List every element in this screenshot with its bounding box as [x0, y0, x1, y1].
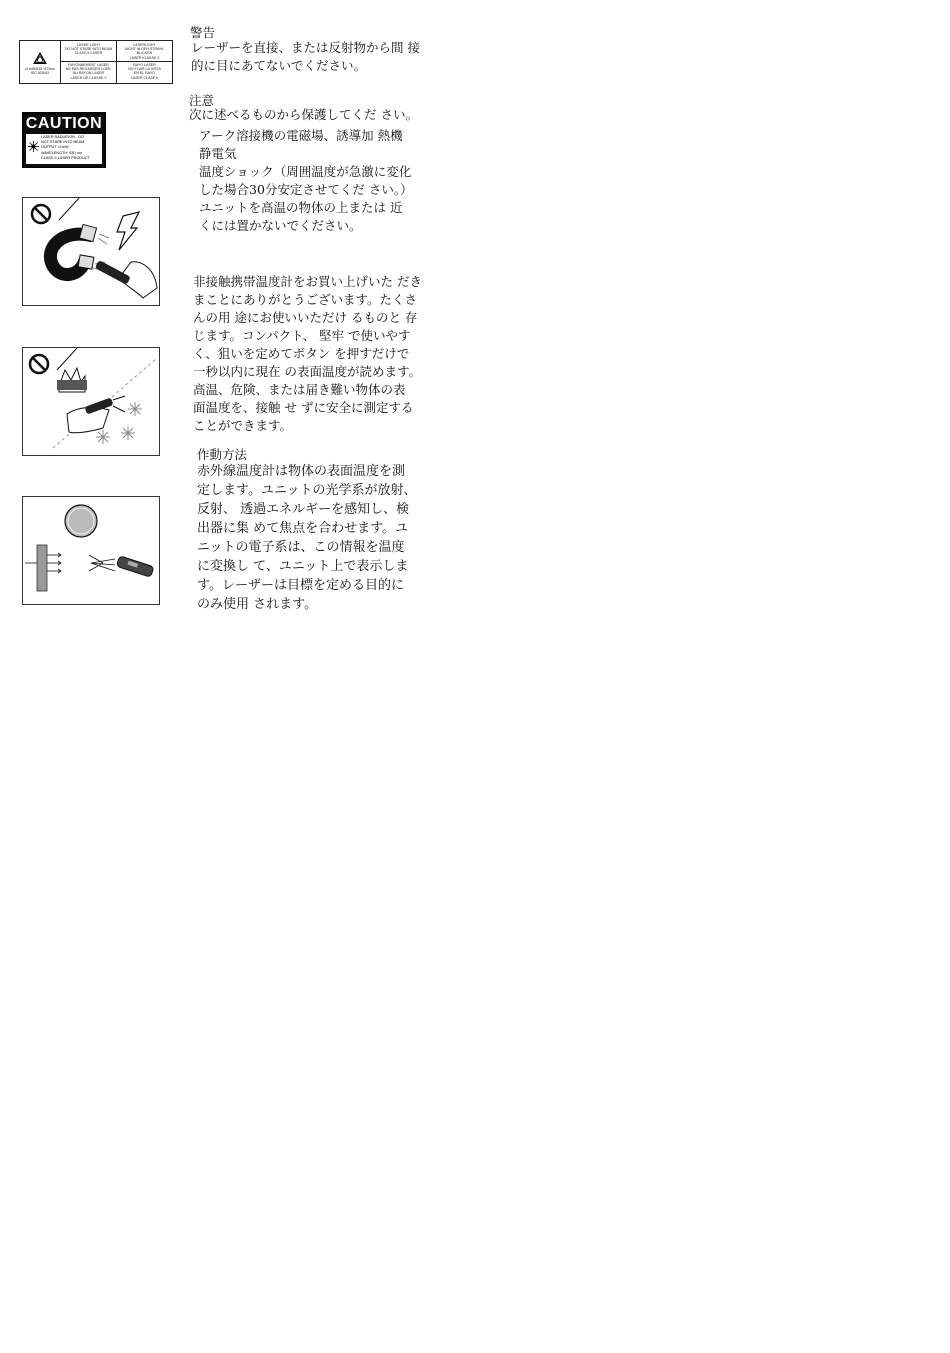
- snowflake-icon: [128, 402, 142, 416]
- caution-label-title: CAUTION: [25, 115, 103, 132]
- intro-paragraph: 非接触携帯温度計をお買い上げいた だき まことにありがとうございます。たくさ んの用 途にお使いいただけ るものと 存 じます。コンパクト、 堅牢 で使いやす く、狙いを定めてボタン を押すだけで 一秒以内に現在 の表面温度が読めます。 高温、危険、または届き難い物体の表 面温度を、接触 せ ずに安全に測定する ことができます。: [193, 274, 422, 433]
- laser-label-spec: ≤1mW/630~670nm: [24, 67, 56, 71]
- caution-label-body: [26, 134, 102, 164]
- caution-heading: 注意: [189, 93, 215, 108]
- caution-label-line: NOT STARE INTO BEAM: [41, 140, 85, 144]
- thermometer-in-hand-icon: [67, 396, 125, 433]
- figure-measurement-principle: [22, 496, 160, 605]
- warning-heading: 警告: [190, 25, 216, 40]
- laser-label-german: LASERLIGHT NICHT IN DEN STRAHL BLICKEN LASER KLASSE 2: [124, 43, 165, 60]
- figure-electromagnetic-hazard: [22, 197, 160, 306]
- figure-temperature-shock: [22, 347, 160, 456]
- laser-hazard-icon: [32, 51, 48, 65]
- caution-list: アーク溶接機の電磁場、誘導加 熱機 静電気 温度ショック（周囲温度が急激に変化 した場合30分安定させてくだ さい。） ユニットを高温の物体の上または 近 くには置かないでください。: [199, 128, 413, 233]
- laser-warning-label: [19, 40, 173, 84]
- thermometer-in-hand-icon: [95, 260, 157, 298]
- laser-starburst-icon: [28, 141, 39, 152]
- laser-label-french: RAYONNEMENT LASER NE PAS REGARDER LOEIL AU RAYON LASER LASER DE CLASSE 2: [65, 63, 112, 80]
- laser-label-hazard: [22, 51, 58, 75]
- surface-object: [37, 545, 47, 591]
- no-symbol-icon: [30, 355, 48, 373]
- laser-label-english: LASER LIGHT DO NOT STARE INTO BEAM CLASS II LASER: [64, 43, 113, 56]
- caution-label-line: OUTPUT <1mW: [41, 145, 69, 149]
- snowflake-icon: [96, 430, 110, 444]
- caution-label-line: LASER RADIATION - DO: [41, 135, 84, 139]
- caution-label-line: WAVELENGTH: 630 nm: [41, 151, 82, 155]
- operation-text: 赤外線温度計は物体の表面温度を測 定します。ユニットの光学系が放射、 反射、 透過エネルギーを感知し、検 出器に集 めて焦点を合わせます。ユ ニットの電子系は、この情報を温度 に変換し て、ユニット上で表示しま す。レーザーは目標を定める目的に のみ使用 されます。: [197, 464, 417, 612]
- operation-heading: 作動方法: [197, 447, 248, 462]
- no-symbol-icon: [32, 205, 50, 223]
- caution-label-line: CLASS II LASER PRODUCT: [41, 156, 90, 160]
- laser-label-standard: IEC 825/93: [31, 71, 49, 76]
- caution-intro: 次に述べるものから保護してくだ さい。: [189, 107, 418, 122]
- sun-target-icon: [65, 505, 97, 537]
- warning-text: レーザーを直接、または反射物から間 接 的に目にあてないでください。: [191, 40, 420, 73]
- caution-label: [22, 112, 106, 168]
- thermometer-icon: [116, 556, 154, 578]
- snowflake-icon: [121, 426, 135, 440]
- flame-icon: [57, 368, 87, 392]
- laser-label-spanish: RAYO LASER NO FIJAR LA VISTA EN EL RAYO LASER CLASE II: [128, 63, 161, 80]
- lightning-bolt-icon: [117, 212, 139, 250]
